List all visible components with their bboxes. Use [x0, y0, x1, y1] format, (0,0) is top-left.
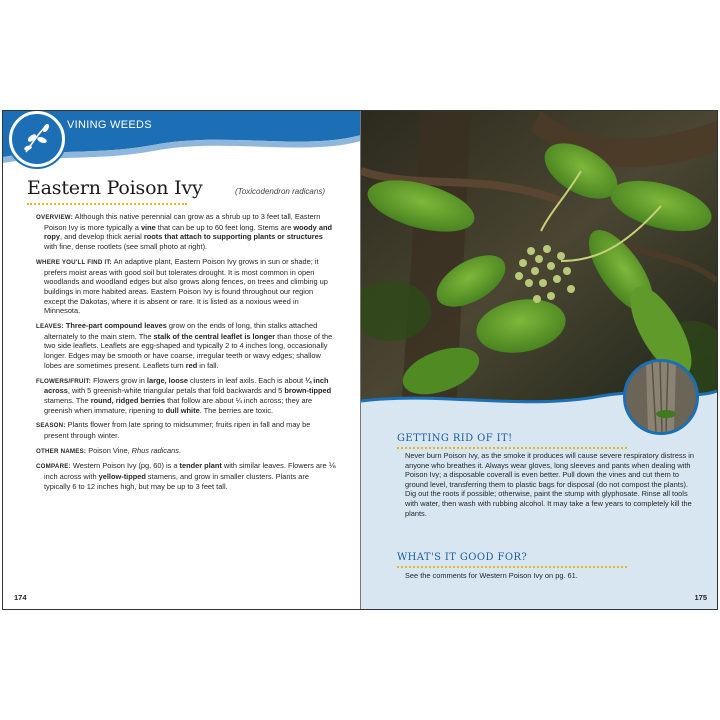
leaves-paragraph: LEAVES: Three-part compound leaves grow on the ends of long, thin stalks attached alternately to the main stem. The stalk of the central leaflet is longer than those of the two side leaflets. Leaflets are egg-shaped and typically 2 to 4 inches long, occasionally longer. Edges may be smooth or have coarse, irregular teeth or wavy edges; shallow lobes are sometimes present. Leaflets turn red in fall. — [36, 321, 333, 370]
aerial-roots-inset-photo — [623, 359, 699, 435]
section-label: VINING WEEDS — [67, 119, 152, 131]
scientific-name: (Toxicodendron radicans) — [235, 187, 325, 196]
getting-rid-text: Never burn Poison Ivy, as the smoke it produces will cause severe respiratory distress in anyone who breathes it. Always wear gloves, long sleeves and pants when dealing with Poison Ivy; a disposable coverall is even better. Pull down the vines and cut them to ground level, transferring them to plastic bags for disposal (do not compost the plants). Dig out the roots if possible; otherwise, paint the stump with glyphosate. Rinse all tools with water, then wash with rubbing alcohol. It may take a few years to completely kill the plants. — [405, 451, 695, 518]
book-spread — [2, 110, 718, 610]
vine-leaf-icon — [12, 114, 62, 164]
page-number-right: 175 — [694, 593, 707, 602]
good-for-heading: WHAT'S IT GOOD FOR? — [397, 552, 528, 563]
flowers-paragraph: FLOWERS/FRUIT: Flowers grow in large, loose clusters in leaf axils. Each is about ¼ inch across, with 5 greenish-white triangular petals that fold backwards and 5 brown-tipped stamens. The round, ridged berries that follow are about ¼ inch across; they are greenish when immature, ripening to dull white. The berries are toxic. — [36, 375, 332, 415]
page-number-left: 174 — [14, 593, 27, 602]
overview-paragraph: OVERVIEW: Although this native perennial can grow as a shrub up to 3 feet tall, Eastern Poison Ivy is more typically a vine that can be up to 60 feet long. Stems are woody and ropy, and develop thick aerial roots that attach to supporting plants or structures with fine, dense rootlets (see small photo at right). — [36, 212, 332, 252]
heading-underline — [397, 447, 627, 449]
description-body — [36, 212, 336, 497]
season-paragraph: SEASON: Plants flower from late spring to midsummer; fruits ripen in fall and may be present through winter. — [36, 420, 311, 441]
page-title: Eastern Poison Ivy — [27, 177, 203, 199]
where-paragraph: WHERE YOU'LL FIND IT: An adaptive plant, Eastern Poison Ivy grows in sun or shade; it prefers moist areas with good soil but tolerates drought. It is most common in open woodlands and woodland edges but also grows along fences, on trees and climbing up buildings in more habited areas. Eastern Poison Ivy is found throughout our region except the Dakotas, where it is absent or rare. It is listed as a noxious weed in Minnesota. — [36, 256, 328, 316]
getting-rid-heading: GETTING RID OF IT! — [397, 433, 513, 444]
compare-paragraph: COMPARE: Western Poison Ivy (pg. 60) is a tender plant with similar leaves. Flowers are ⅙ inch across with yellow-tipped stamens, and grow in smaller clusters. Plants are typically 6 to 12 inches high, but may be up to 3 feet tall. — [36, 461, 336, 491]
right-page — [361, 111, 717, 609]
other-names-paragraph: OTHER NAMES: Poison Vine, Rhus radicans. — [36, 445, 181, 455]
title-underline — [27, 203, 187, 205]
good-for-text: See the comments for Western Poison Ivy on pg. 61. — [405, 571, 578, 580]
heading-underline — [397, 566, 627, 568]
left-page — [3, 111, 361, 609]
section-badge — [9, 111, 65, 167]
